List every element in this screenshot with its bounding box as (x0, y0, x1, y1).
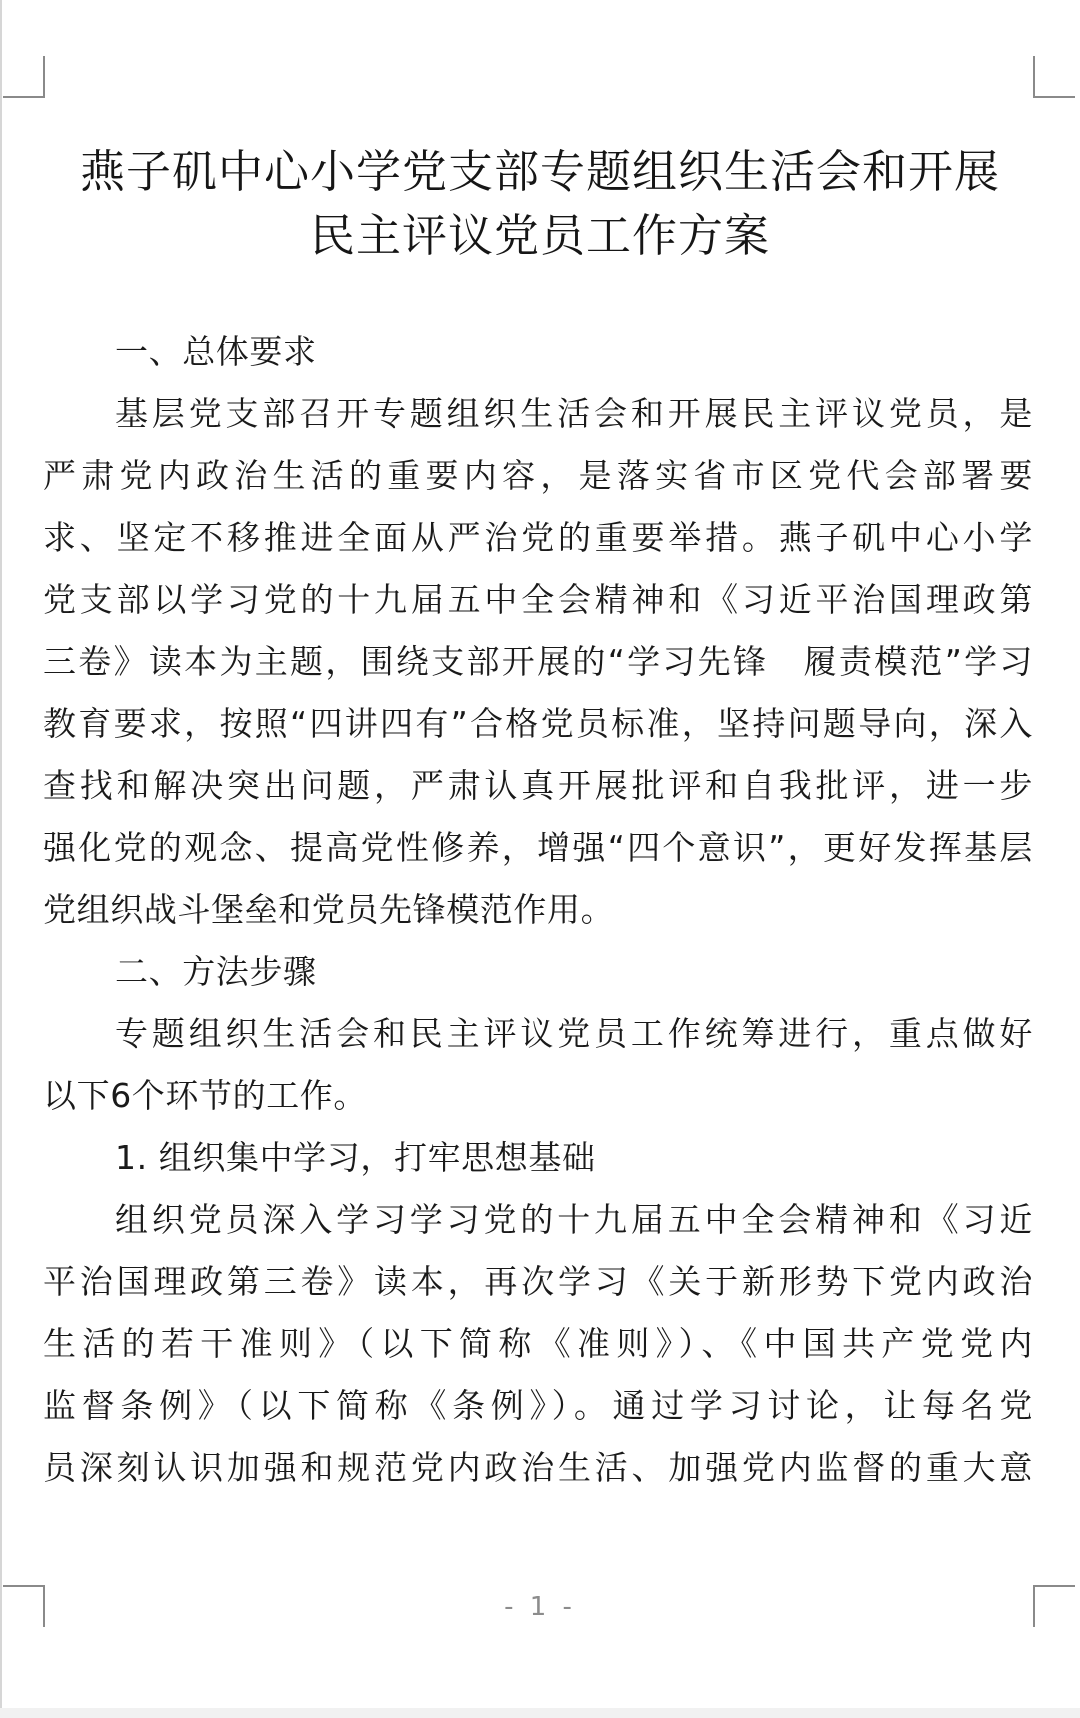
body-line: 严肃党内政治生活的重要内容，是落实省市区党代会部署要 (43, 456, 1033, 495)
body-line: 平治国理政第三卷》读本，再次学习《关于新形势下党内政治 (43, 1262, 1033, 1301)
crop-mark-top-right (1033, 56, 1075, 98)
section-heading-1: 一、总体要求 (115, 332, 317, 371)
page-bottom-edge (0, 1708, 1080, 1718)
body-line: 员深刻认识加强和规范党内政治生活、加强党内监督的重大意 (43, 1448, 1033, 1487)
body-line: 求、坚定不移推进全面从严治党的重要举措。燕子矶中心小学 (43, 518, 1033, 557)
body-line: 查找和解决突出问题，严肃认真开展批评和自我批评，进一步 (43, 766, 1033, 805)
body-line: 组织党员深入学习学习党的十九届五中全会精神和《习近 (115, 1200, 1033, 1239)
body-line: 以下6个环节的工作。 (43, 1076, 367, 1115)
body-line: 监督条例》（以下简称《条例》）。通过学习讨论，让每名党 (43, 1386, 1033, 1425)
body-line: 党组织战斗堡垒和党员先锋模范作用。 (43, 890, 615, 929)
document-body (43, 321, 1033, 1499)
body-line: 党支部以学习党的十九届五中全会精神和《习近平治国理政第 (43, 580, 1033, 619)
section-heading-2: 二、方法步骤 (115, 952, 317, 991)
body-line: 基层党支部召开专题组织生活会和开展民主评议党员，是 (115, 394, 1033, 433)
page-left-edge (0, 0, 2, 1718)
body-line: 三卷》读本为主题，围绕支部开展的“学习先锋 履责模范”学习 (43, 642, 1033, 681)
title-line-2: 民主评议党员工作方案 (309, 209, 770, 262)
body-line: 生活的若干准则》（以下简称《准则》）、《中国共产党党内 (43, 1324, 1033, 1363)
subsection-heading-1: 1. 组织集中学习，打牢思想基础 (115, 1138, 596, 1177)
crop-mark-top-left (3, 56, 45, 98)
document-title (40, 140, 1040, 268)
body-line: 强化党的观念、提高党性修养，增强“四个意识”，更好发挥基层 (43, 828, 1033, 867)
body-line: 教育要求，按照“四讲四有”合格党员标准，坚持问题导向，深入 (43, 704, 1033, 743)
body-line: 专题组织生活会和民主评议党员工作统筹进行，重点做好 (115, 1014, 1033, 1053)
title-line-1: 燕子矶中心小学党支部专题组织生活会和开展 (79, 145, 1000, 198)
page-number: - 1 - (504, 1592, 576, 1622)
